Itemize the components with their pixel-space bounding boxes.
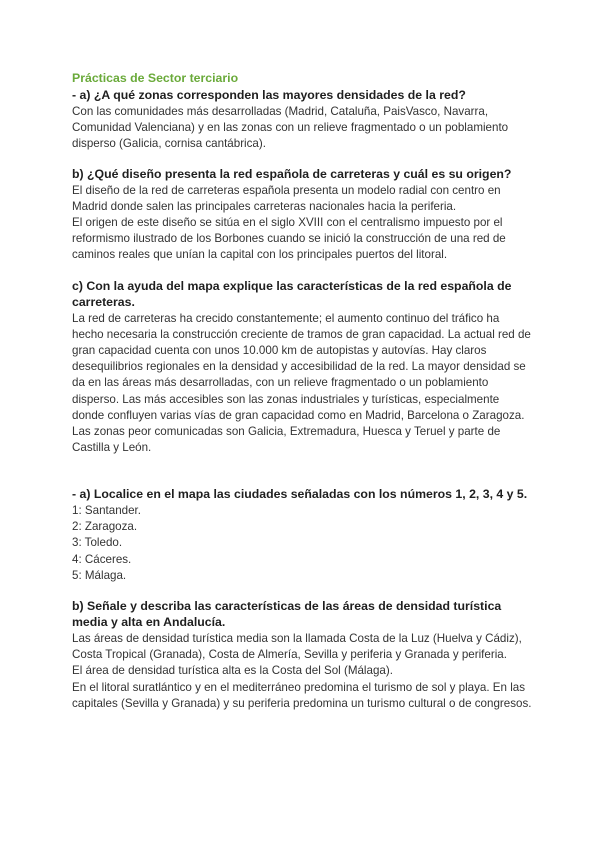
answer-paragraph: El área de densidad turística alta es la Costa del Sol (Málaga).	[72, 664, 393, 678]
question-localice-ciudades: - a) Localice en el mapa las ciudades señaladas con los números 1, 2, 3, 4 y 5.	[72, 487, 528, 502]
section-densidades	[72, 87, 532, 152]
answer-paragraph: La red de carreteras ha crecido constantemente; el aumento continuo del tráfico ha hecho necesaria la construcción creciente de tramos de gran capacidad. La actual red de gran capacidad cuenta con unos 10.000 km de autopistas y autovías. Hay claros desequilibrios regionales en la densidad y accesibilidad de la red. La mayor densidad se da en las áreas más desarrolladas, con un relieve fragmentado o un poblamiento disperso. Las más accesibles son las zonas industriales y turísticas, especialmente donde confluyen varias vías de gran capacidad como en Madrid, Barcelona o Zaragoza. Las zonas peor comunicadas son Galicia, Extremadura, Huesca y Teruel y parte de Castilla y León.	[72, 311, 531, 455]
answer-paragraph: En el litoral suratlántico y en el mediterráneo predomina el turismo de sol y playa. En las capitales (Sevilla y Granada) y su periferia predomina un turismo cultural o de congresos.	[72, 680, 532, 710]
spacer	[72, 152, 532, 166]
section-diseno-red	[72, 166, 532, 264]
answer-paragraph: El diseño de la red de carreteras española presenta un modelo radial con centro en Madrid donde salen las principales carreteras nacionales hacia la periferia.	[72, 183, 501, 213]
section-ciudades	[72, 486, 532, 584]
section-caracteristicas-red	[72, 278, 532, 457]
question-c-caracteristicas: c) Con la ayuda del mapa explique las características de la red española de carreteras.	[72, 278, 512, 310]
list-item: 3: Toledo.	[72, 536, 123, 550]
list-item: 2: Zaragoza.	[72, 520, 138, 534]
list-item: 1: Santander.	[72, 503, 141, 517]
document-title: Prácticas de Sector terciario	[72, 71, 239, 85]
section-turismo	[72, 598, 532, 712]
question-a-densidades: - a) ¿A qué zonas corresponden las mayores densidades de la red?	[72, 88, 466, 102]
answer-paragraph: Las áreas de densidad turística media son la llamada Costa de la Luz (Huelva y Cádiz), Costa Tropical (Granada), Costa de Almería, Sevilla y periferia y Granada y periferia.	[72, 631, 522, 662]
question-b-turismo: b) Señale y describa las características de las áreas de densidad turística media y alta en Andalucía.	[72, 598, 502, 630]
question-b-diseno: b) ¿Qué diseño presenta la red española de carreteras y cuál es su origen?	[72, 167, 512, 182]
spacer	[72, 264, 532, 278]
spacer	[72, 584, 532, 598]
answer-paragraph: Con las comunidades más desarrolladas (Madrid, Cataluña, PaisVasco, Navarra, Comunidad Valenciana) y en las zonas con un relieve fragmentado o un poblamiento disperso (Galicia, cornisa cantábrica).	[72, 104, 509, 150]
list-item: 4: Cáceres.	[72, 552, 132, 566]
document-body	[72, 70, 532, 712]
list-item: 5: Málaga.	[72, 568, 127, 582]
answer-paragraph: El origen de este diseño se sitúa en el siglo XVIII con el centralismo impuesto por el reformismo ilustrado de los Borbones cuando se inició la construcción de una red de caminos reales que unían la capital con los principales puertos del litoral.	[72, 216, 506, 262]
spacer	[72, 456, 532, 486]
